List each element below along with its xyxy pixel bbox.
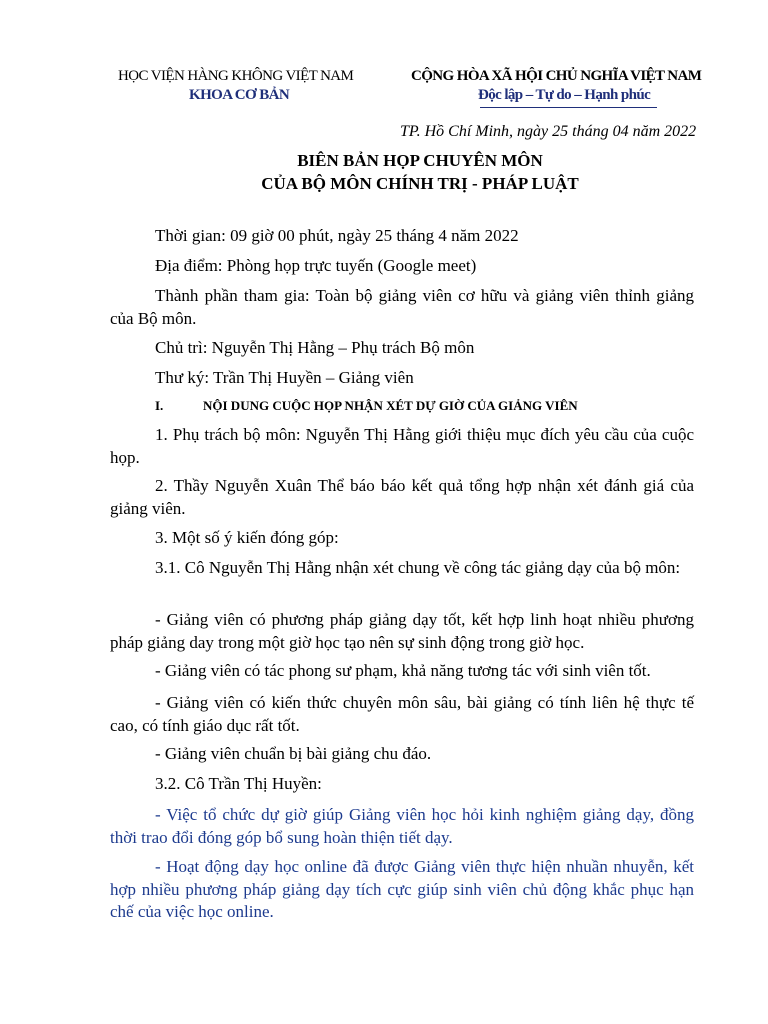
bullet-online-teaching: - Hoạt động dạy học online đã được Giảng viên thực hiện nhuần nhuyễn, kết hợp nhiều phương pháp giảng dạy tích cực giúp sinh viên chủ động khắc phục hạn chế của việc học online. <box>110 857 694 921</box>
bullet-preparation: - Giảng viên chuẩn bị bài giảng chu đáo. <box>155 744 432 763</box>
meeting-location: Địa điểm: Phòng họp trực tuyến (Google meet) <box>155 256 477 275</box>
date-place-line: TP. Hồ Chí Minh, ngày 25 tháng 04 năm 2022 <box>400 123 697 140</box>
content-paragraph-1: 1. Phụ trách bộ môn: Nguyễn Thị Hằng giới thiệu mục đích yêu cầu của cuộc họp. <box>110 425 694 467</box>
meeting-participants: Thành phần tham gia: Toàn bộ giảng viên cơ hữu và giảng viên thỉnh giảng của Bộ môn. <box>110 286 694 328</box>
meeting-time: Thời gian: 09 giờ 00 phút, ngày 25 tháng 4 năm 2022 <box>155 226 519 245</box>
section-number: I. <box>155 398 164 413</box>
motto-underline <box>480 107 657 108</box>
document-title-line2: CỦA BỘ MÔN CHÍNH TRỊ - PHÁP LUẬT <box>261 174 579 193</box>
national-motto: Độc lập – Tự do – Hạnh phúc <box>478 87 651 103</box>
document-title-line1: BIÊN BẢN HỌP CHUYÊN MÔN <box>297 151 543 170</box>
bullet-expert-knowledge: - Giảng viên có kiến thức chuyên môn sâu, bài giảng có tính liên hệ thực tế cao, có tính giáo dục rất tốt. <box>110 693 694 735</box>
meeting-secretary: Thư ký: Trần Thị Huyền – Giảng viên <box>155 368 414 387</box>
section-heading: NỘI DUNG CUỘC HỌP NHẬN XÉT DỰ GIỜ CỦA GIẢNG VIÊN <box>203 398 578 413</box>
content-paragraph-2: 2. Thầy Nguyễn Xuân Thể báo báo kết quả tổng hợp nhận xét đánh giá của giảng viên. <box>110 476 694 518</box>
bullet-observation-benefit: - Việc tổ chức dự giờ giúp Giảng viên học hỏi kinh nghiệm giảng dạy, đồng thời trao đổi đóng góp bổ sung hoàn thiện tiết dạy. <box>110 805 694 847</box>
content-paragraph-3-2: 3.2. Cô Trần Thị Huyền: <box>155 774 322 793</box>
organization-name: HỌC VIỆN HÀNG KHÔNG VIỆT NAM <box>118 68 354 84</box>
meeting-chair: Chủ trì: Nguyễn Thị Hằng – Phụ trách Bộ môn <box>155 338 475 357</box>
bullet-pedagogical-style: - Giảng viên có tác phong sư phạm, khả năng tương tác với sinh viên tốt. <box>155 661 651 680</box>
bullet-teaching-method: - Giảng viên có phương pháp giảng dạy tốt, kết hợp linh hoạt nhiều phương pháp giảng day trong một giờ học tạo nên sự sinh động trong giờ học. <box>110 610 694 652</box>
country-name: CỘNG HÒA XÃ HỘI CHỦ NGHĨA VIỆT NAM <box>411 68 702 84</box>
content-paragraph-3-1: 3.1. Cô Nguyễn Thị Hằng nhận xét chung về công tác giảng dạy của bộ môn: <box>155 558 681 577</box>
content-paragraph-3: 3. Một số ý kiến đóng góp: <box>155 528 339 547</box>
department-name: KHOA CƠ BẢN <box>189 87 290 103</box>
